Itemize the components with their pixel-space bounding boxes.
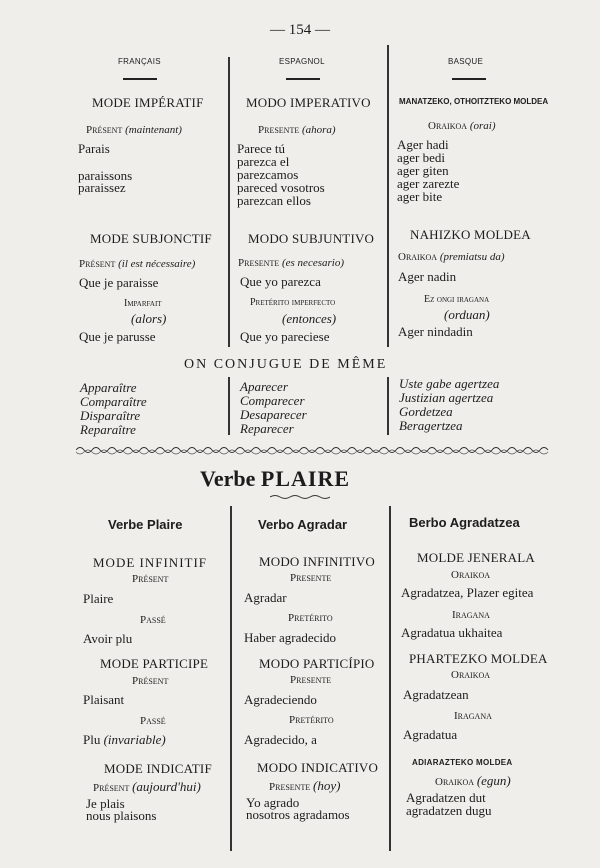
column-divider bbox=[387, 45, 389, 347]
verb-item: Desaparecer bbox=[240, 407, 307, 422]
conjugation-line: ager bite bbox=[397, 189, 443, 204]
conjugation-line: Parece tú bbox=[237, 141, 286, 156]
conjugation-line: paraissez bbox=[78, 180, 126, 195]
tense-note: (egun) bbox=[476, 773, 511, 788]
mode-title: MODE SUBJONCTIF bbox=[90, 231, 212, 246]
conjugation-line: ager giten bbox=[397, 163, 449, 178]
mode-title: MANATZEKO, OTHOITZTEKO MOLDEA bbox=[399, 97, 549, 106]
tense-name: Passé bbox=[140, 715, 166, 727]
conjugation-line: Agradatua bbox=[403, 727, 458, 742]
conjugation-line: ager bedi bbox=[397, 150, 446, 165]
tense-name: Oraikoa bbox=[451, 569, 491, 581]
tense-name: Oraikoa bbox=[398, 251, 438, 263]
conjugation-line: Haber agradecido bbox=[244, 630, 337, 645]
tense-name: Passé bbox=[140, 614, 166, 626]
mode-title: NAHIZKO MOLDEA bbox=[410, 227, 531, 242]
verb-item: Aparecer bbox=[240, 379, 288, 394]
tense-label bbox=[86, 124, 182, 136]
column-title-french: Verbe Plaire bbox=[108, 517, 183, 532]
tense-label bbox=[435, 773, 511, 789]
verb-item: Comparecer bbox=[240, 393, 305, 408]
verb-item: Disparaître bbox=[80, 408, 141, 423]
conjugation-line: Ager nadin bbox=[398, 269, 457, 284]
column-title-basque: Berbo Agradatzea bbox=[409, 515, 520, 530]
mode-title: MODO PARTICÍPIO bbox=[259, 656, 375, 671]
tense-note: (orduan) bbox=[444, 307, 490, 322]
column-divider bbox=[228, 377, 230, 435]
conjugation-line: Avoir plu bbox=[83, 631, 133, 646]
conjugation-line: Plaire bbox=[83, 591, 114, 606]
mode-title: MODO INFINITIVO bbox=[259, 554, 376, 569]
mode-title: MODE INDICATIF bbox=[104, 761, 212, 776]
verb-item: Reparaître bbox=[80, 422, 136, 437]
conjugation-line: Agradeciendo bbox=[244, 692, 317, 707]
tense-name: Presente bbox=[269, 781, 311, 793]
tense-note: (il est nécessaire) bbox=[118, 258, 196, 270]
conjugation-line: Que yo pareciese bbox=[240, 329, 330, 344]
tense-note: (maintenant) bbox=[125, 124, 182, 136]
title-ornament bbox=[270, 493, 330, 501]
conjugate-same-heading: ON CONJUGUE DE MÊME bbox=[184, 357, 388, 372]
verb-item: Gordetzea bbox=[399, 404, 453, 419]
tense-name: Iragana bbox=[452, 609, 490, 621]
tense-name: Oraikoa bbox=[451, 669, 491, 681]
tense-name: Pretérito imperfecto bbox=[250, 297, 336, 308]
verb-item: Apparaître bbox=[80, 380, 137, 395]
mode-title: PHARTEZKO MOLDEA bbox=[409, 651, 548, 666]
tense-name: Oraikoa bbox=[435, 776, 475, 788]
verb-item: Justizian agertzea bbox=[399, 390, 494, 405]
tense-label bbox=[238, 257, 344, 269]
column-header-basque: BASQUE bbox=[448, 57, 484, 66]
column-divider bbox=[389, 506, 391, 851]
header-rule-french bbox=[123, 78, 157, 80]
tense-note: (premiatsu da) bbox=[439, 251, 505, 263]
tense-name: Présent bbox=[86, 124, 123, 136]
tense-note: (alors) bbox=[131, 311, 167, 326]
verb-item: Comparaître bbox=[80, 394, 147, 409]
mode-title: MODE INFINITIF bbox=[93, 555, 208, 570]
tense-note: (orai) bbox=[469, 120, 496, 132]
tense-label bbox=[79, 258, 195, 270]
tense-label bbox=[398, 251, 504, 263]
mode-title: MODO SUBJUNTIVO bbox=[248, 231, 375, 246]
page-number: — 154 — bbox=[270, 22, 330, 38]
tense-label bbox=[258, 124, 336, 136]
tense-name: Presente bbox=[290, 572, 332, 584]
tense-name: Présent bbox=[132, 573, 169, 585]
conjugation-line: Agradecido, a bbox=[244, 732, 317, 747]
header-rule-spanish bbox=[286, 78, 320, 80]
title-main: PLAIRE bbox=[260, 466, 351, 491]
tense-name: Présent bbox=[79, 258, 116, 270]
mode-title: MODO IMPERATIVO bbox=[246, 95, 371, 110]
conjugation-line: Que je parusse bbox=[79, 329, 156, 344]
tense-name: Iragana bbox=[454, 710, 492, 722]
column-divider bbox=[228, 57, 230, 347]
participle-value: Plu bbox=[83, 732, 101, 747]
tense-name: Présent bbox=[132, 675, 169, 687]
mode-title: MODE PARTICIPE bbox=[100, 656, 209, 671]
verb-item: Reparecer bbox=[240, 421, 294, 436]
conjugation-line: Yo agrado bbox=[246, 795, 300, 810]
conjugation-line: nosotros agradamos bbox=[246, 807, 350, 822]
conjugation-line: Que yo parezca bbox=[240, 274, 321, 289]
section-title bbox=[200, 466, 350, 492]
conjugation-line: Parais bbox=[78, 141, 110, 156]
conjugation-line: parezcan ellos bbox=[237, 193, 311, 208]
conjugation-line: Plaisant bbox=[83, 692, 125, 707]
conjugation-line: parezca el bbox=[237, 154, 290, 169]
tense-name: Imparfait bbox=[124, 298, 162, 309]
conjugation-line: Ager nindadin bbox=[398, 324, 473, 339]
tense-note: (entonces) bbox=[282, 311, 337, 326]
column-divider bbox=[230, 506, 232, 851]
conjugation-line: pareced vosotros bbox=[237, 180, 325, 195]
tense-note: (hoy) bbox=[312, 778, 341, 793]
tense-name: Presente bbox=[238, 257, 280, 269]
tense-name: Présent bbox=[93, 782, 130, 794]
verb-item: Beragertzea bbox=[399, 418, 463, 433]
conjugation-line: Je plais bbox=[86, 796, 125, 811]
column-divider bbox=[387, 377, 389, 435]
tense-label bbox=[93, 779, 201, 795]
tense-name: Presente bbox=[290, 674, 332, 686]
conjugation-line: ager zarezte bbox=[397, 176, 460, 191]
conjugation-line: Que je paraisse bbox=[79, 275, 159, 290]
conjugation-line: Agradar bbox=[244, 590, 287, 605]
column-header-french: FRANÇAIS bbox=[118, 57, 161, 66]
conjugation-line: agradatzen dugu bbox=[406, 803, 492, 818]
tense-name: Pretérito bbox=[288, 612, 333, 624]
tense-note: (ahora) bbox=[301, 124, 336, 136]
mode-title: MOLDE JENERALA bbox=[417, 550, 535, 565]
tense-label bbox=[269, 778, 340, 794]
header-rule-basque bbox=[452, 78, 486, 80]
column-header-spanish: ESPAGNOL bbox=[279, 57, 325, 66]
verb-item: Uste gabe agertzea bbox=[399, 376, 500, 391]
title-prefix: Verbe bbox=[200, 466, 256, 491]
tense-name: Pretérito bbox=[289, 714, 334, 726]
conjugation-line: Agradatzea, Plazer egitea bbox=[401, 585, 534, 600]
tense-label bbox=[428, 120, 495, 132]
wavy-separator bbox=[76, 443, 552, 457]
conjugation-line: parezcamos bbox=[237, 167, 299, 182]
conjugation-line: paraissons bbox=[78, 168, 133, 183]
tense-name: Presente bbox=[258, 124, 300, 136]
participle-note: (invariable) bbox=[103, 732, 166, 747]
tense-note: (es necesario) bbox=[281, 257, 344, 269]
mode-title: MODE IMPÉRATIF bbox=[92, 95, 204, 110]
conjugation-line: Agradatzen dut bbox=[406, 790, 486, 805]
conjugation-line: Agradatua ukhaitea bbox=[401, 625, 503, 640]
conjugation-line: Agradatzean bbox=[403, 687, 469, 702]
tense-name: Ez ongi iragana bbox=[424, 294, 490, 305]
conjugation-line: Ager hadi bbox=[397, 137, 449, 152]
column-title-spanish: Verbo Agradar bbox=[258, 517, 348, 532]
tense-name: Oraikoa bbox=[428, 120, 468, 132]
mode-title: ADIARAZTEKO MOLDEA bbox=[412, 758, 513, 767]
conjugation-line: nous plaisons bbox=[86, 808, 157, 823]
mode-title: MODO INDICATIVO bbox=[257, 760, 379, 775]
conjugation-line bbox=[83, 734, 166, 746]
tense-note: (aujourd'hui) bbox=[132, 779, 201, 794]
